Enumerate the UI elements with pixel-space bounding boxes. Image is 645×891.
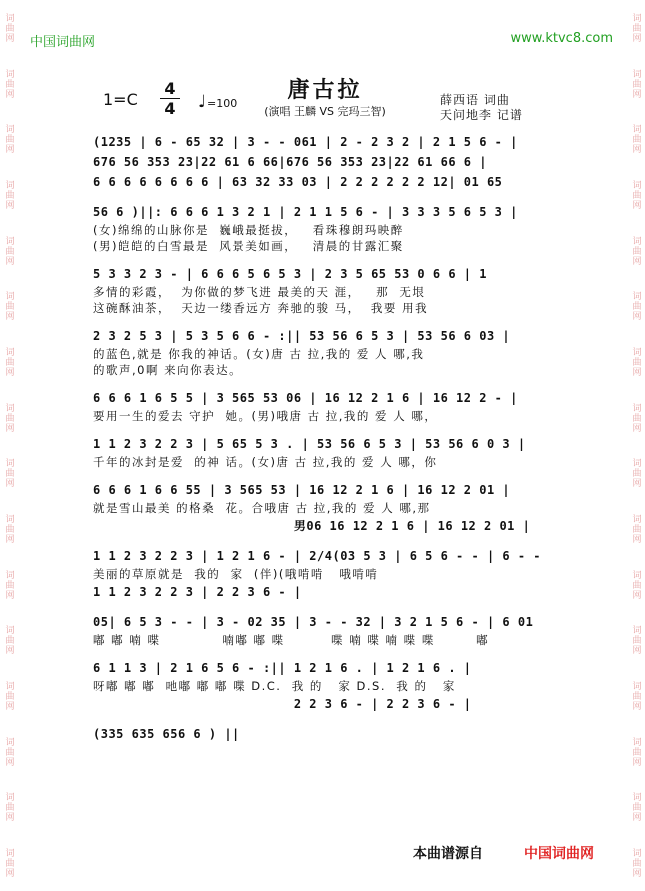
meter-top: 4 <box>164 79 176 98</box>
watermark-text: 词曲网 <box>630 681 641 712</box>
site-url[interactable]: www.ktvc8.com <box>510 31 613 46</box>
watermark-text: 词曲网 <box>630 235 641 266</box>
notation-line: (335 635 656 6 ) || <box>93 727 240 741</box>
watermark-text: 词曲网 <box>3 569 14 600</box>
watermark-right <box>629 0 643 891</box>
meter-bottom: 4 <box>164 99 176 118</box>
watermark-text: 词曲网 <box>3 458 14 489</box>
system-gap <box>93 470 563 480</box>
watermark-left <box>2 0 16 891</box>
watermark-text: 词曲网 <box>3 179 14 210</box>
lyric-line: 的蓝色,就是 你我的神话。(女)唐 古 拉,我的 爱 人 哪,我 <box>93 347 425 361</box>
system-gap <box>93 648 563 658</box>
notation-line: 2 2 3 6 - | 2 2 3 6 - | <box>93 697 472 711</box>
watermark-text: 词曲网 <box>3 514 14 545</box>
watermark-text: 词曲网 <box>3 848 14 879</box>
lyric-line: 多情的彩霞， 为你做的梦飞进 最美的天 涯， 那 无垠 <box>93 285 426 299</box>
watermark-text: 词曲网 <box>630 458 641 489</box>
notation-line: 6 6 6 1 6 6 55 | 3 565 53 | 16 12 2 1 6 | 16 12 2 01 | <box>93 483 511 497</box>
watermark-text: 词曲网 <box>3 736 14 767</box>
notation-line: 676 56 353 23|22 61 6 66|676 56 353 23|22 61 66 6 | <box>93 155 487 169</box>
lyric-line: 这碗酥油茶， 天边一缕香远方 奔驰的骏 马， 我要 用我 <box>93 301 429 315</box>
watermark-text: 词曲网 <box>3 12 14 43</box>
watermark-text: 词曲网 <box>630 12 641 43</box>
notation-line: 56 6 )||: 6 6 6 1 3 2 1 | 2 1 1 5 6 - | 3 3 3 5 6 5 3 | <box>93 205 518 219</box>
tempo-marking <box>198 92 237 112</box>
composer-credit: 薛西语 词曲 <box>440 93 510 107</box>
watermark-text: 词曲网 <box>630 179 641 210</box>
source-label: 本曲谱源自 <box>413 846 483 862</box>
system-gap <box>93 192 563 202</box>
time-signature <box>160 80 180 117</box>
notation-line: 1 1 2 3 2 2 3 | 1 2 1 6 - | 2/4(03 5 3 | 6 5 6 - - | 6 - - <box>93 549 542 563</box>
lyric-line: 要用一生的爱去 守护 她。(男)哦唐 古 拉,我的 爱 人 哪， <box>93 409 438 423</box>
system-gap <box>93 424 563 434</box>
key-signature: 1=C <box>103 90 138 109</box>
watermark-text: 词曲网 <box>3 402 14 433</box>
system-gap <box>93 316 563 326</box>
lyric-line: 的歌声,0啊 来向你表达。 <box>93 363 243 377</box>
notation-line: 6 6 6 6 6 6 6 6 | 63 32 33 03 | 2 2 2 2 2 2 12| 01 65 <box>93 175 503 189</box>
notation-line: 6 6 6 1 6 5 5 | 3 565 53 06 | 16 12 2 1 6 | 16 12 2 - | <box>93 391 518 405</box>
watermark-text: 词曲网 <box>630 402 641 433</box>
system-gap <box>93 254 563 264</box>
watermark-text: 词曲网 <box>630 848 641 879</box>
watermark-text: 词曲网 <box>630 514 641 545</box>
watermark-text: 词曲网 <box>630 625 641 656</box>
site-name[interactable]: 中国词曲网 <box>30 35 96 50</box>
watermark-text: 词曲网 <box>3 124 14 155</box>
notation-line: 1 1 2 3 2 2 3 | 2 2 3 6 - | <box>93 585 302 599</box>
watermark-text: 词曲网 <box>630 68 641 99</box>
notation-line: 1 1 2 3 2 2 3 | 5 65 5 3 . | 53 56 6 5 3 | 53 56 6 0 3 | <box>93 437 526 451</box>
song-title: 唐古拉 <box>287 78 363 103</box>
watermark-text: 词曲网 <box>3 291 14 322</box>
watermark-text: 词曲网 <box>3 625 14 656</box>
notation-line: 6 1 1 3 | 2 1 6 5 6 - :|| 1 2 1 6 . | 1 2 1 6 . | <box>93 661 472 675</box>
watermark-text: 词曲网 <box>3 681 14 712</box>
lyric-line: 呀嘟 嘟 嘟 吔嘟 嘟 嘟 喋 D.C. 我 的 家 D.S. 我 的 家 <box>93 679 456 693</box>
watermark-text: 词曲网 <box>630 569 641 600</box>
system-gap <box>93 714 563 724</box>
system-gap <box>93 602 563 612</box>
score-body <box>93 132 563 744</box>
system-gap <box>93 378 563 388</box>
watermark-text: 词曲网 <box>3 792 14 823</box>
notation-line: 男06 16 12 2 1 6 | 16 12 2 01 | <box>93 519 531 533</box>
watermark-text: 词曲网 <box>630 346 641 377</box>
lyric-line: 嘟 嘟 喃 喋 喃嘟 嘟 喋 喋 喃 喋 喃 喋 喋 嘟 <box>93 633 490 647</box>
notation-line: 5 3 3 2 3 - | 6 6 6 5 6 5 3 | 2 3 5 65 53 0 6 6 | 1 <box>93 267 487 281</box>
notation-line: 05| 6 5 3 - - | 3 - 02 35 | 3 - - 32 | 3 2 1 5 6 - | 6 01 <box>93 615 534 629</box>
transcriber-credit: 天问地李 记谱 <box>440 108 523 122</box>
watermark-text: 词曲网 <box>630 291 641 322</box>
watermark-text: 词曲网 <box>630 736 641 767</box>
notation-line: 2 3 2 5 3 | 5 3 5 6 6 - :|| 53 56 6 5 3 | 53 56 6 03 | <box>93 329 511 343</box>
tempo-value: =100 <box>207 97 238 110</box>
watermark-text: 词曲网 <box>630 124 641 155</box>
lyric-line: 美丽的草原就是 我的 家 (伴)(哦啃啃 哦啃啃 <box>93 567 379 581</box>
watermark-text: 词曲网 <box>3 68 14 99</box>
quarter-note-icon: ♩ <box>198 92 207 112</box>
watermark-text: 词曲网 <box>3 235 14 266</box>
lyric-line: (男)皑皑的白雪最是 风景美如画， 清晨的甘露汇聚 <box>93 239 404 253</box>
lyric-line: 千年的冰封是爱 的神 话。(女)唐 古 拉,我的 爱 人 哪，你 <box>93 455 438 469</box>
system-gap <box>93 536 563 546</box>
lyric-line: 就是雪山最美 的格桑 花。合哦唐 古 拉,我的 爱 人 哪,那 <box>93 501 431 515</box>
performers: (演唱 王麟 VS 完玛三智) <box>264 105 386 118</box>
watermark-text: 词曲网 <box>3 346 14 377</box>
lyric-line: (女)绵绵的山脉你是 巍峨最挺拔， 看珠穆朗玛映醉 <box>93 223 404 237</box>
notation-line: (1235 | 6 - 65 32 | 3 - - 061 | 2 - 2 3 2 | 2 1 5 6 - | <box>93 135 518 149</box>
watermark-text: 词曲网 <box>630 792 641 823</box>
source-site[interactable]: 中国词曲网 <box>524 846 594 862</box>
